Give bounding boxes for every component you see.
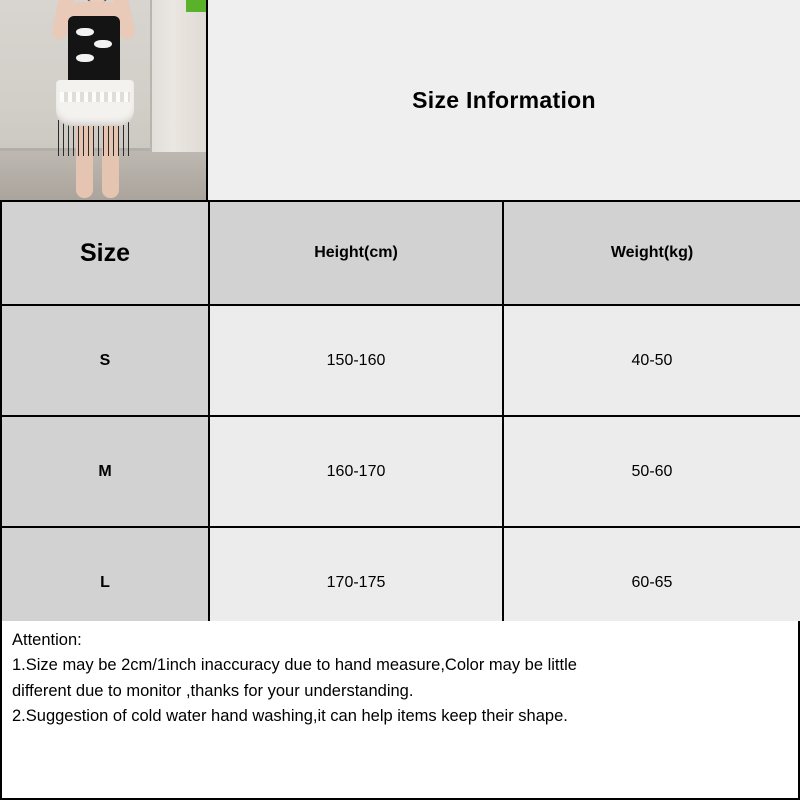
cell-weight: 40-50	[503, 305, 800, 416]
photo-green-marker	[186, 0, 208, 12]
photo-bow-icon	[76, 54, 94, 62]
photo-bow-icon	[76, 28, 94, 36]
table-row	[1, 305, 800, 416]
column-header-height: Height(cm)	[209, 201, 503, 305]
cell-size: L	[1, 527, 209, 638]
photo-bow-icon	[94, 40, 112, 48]
product-photo	[0, 0, 208, 200]
attention-title: Attention:	[12, 631, 82, 649]
cell-weight: 60-65	[503, 527, 800, 638]
cell-size: S	[1, 305, 209, 416]
attention-line-1: 1.Size may be 2cm/1inch inaccuracy due to hand measure,Color may be little	[12, 656, 577, 675]
photo-garment-top	[68, 16, 120, 88]
attention-block	[0, 621, 800, 800]
title-cell	[208, 0, 800, 200]
photo-model	[40, 0, 148, 200]
cell-height: 160-170	[209, 416, 503, 527]
photo-garment-skirt	[56, 80, 134, 126]
column-header-size: Size	[1, 201, 209, 305]
table-header-row	[1, 201, 800, 305]
cell-height: 150-160	[209, 305, 503, 416]
photo-door	[150, 0, 208, 152]
cell-height: 170-175	[209, 527, 503, 638]
header-row	[0, 0, 800, 200]
page-title: Size Information	[412, 86, 596, 113]
attention-line-2: different due to monitor ,thanks for your understanding.	[12, 681, 414, 700]
cell-size: M	[1, 416, 209, 527]
column-header-weight: Weight(kg)	[503, 201, 800, 305]
table-row	[1, 416, 800, 527]
attention-line-3: 2.Suggestion of cold water hand washing,it can help items keep their shape.	[12, 707, 568, 726]
cell-weight: 50-60	[503, 416, 800, 527]
size-table	[0, 200, 800, 639]
